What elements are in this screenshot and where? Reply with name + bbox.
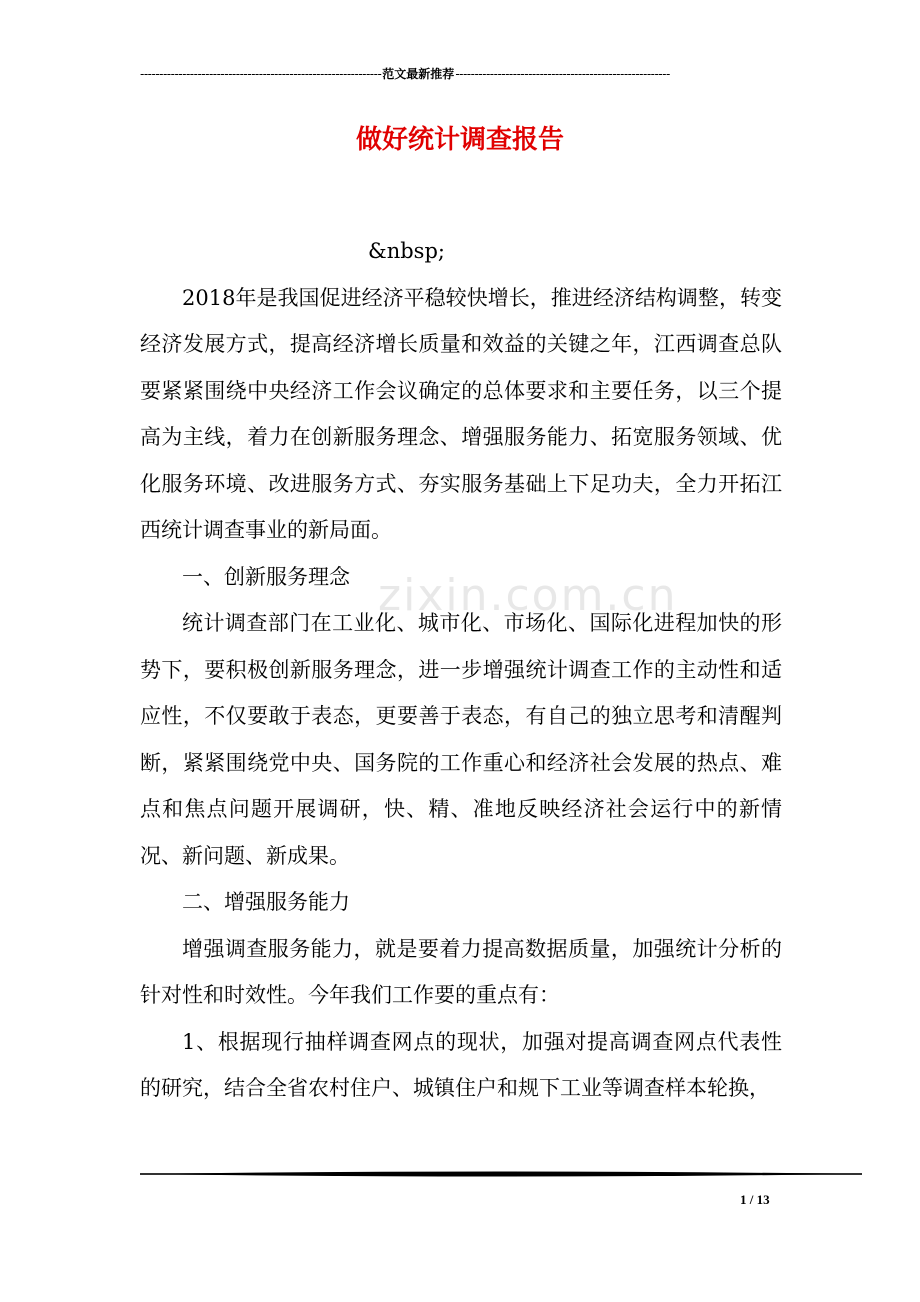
header-label: 范文最新推荐: [382, 67, 455, 81]
watermark: zixin.com.cn: [378, 570, 678, 621]
paragraph: 1、根据现行抽样调查网点的现状，加强对提高调查网点代表性的研究，结合全省农村住户、城镇住户和规下工业等调查样本轮换，: [140, 1029, 782, 1100]
paragraph: 2018年是我国促进经济平稳较快增长，推进经济结构调整，转变经济发展方式，提高经济增长质量和效益的关键之年，江西调查总队要紧紧围绕中央经济工作会议确定的总体要求和主要任务，以三个提高为主线，着力在创新服务理念、增强服务能力、拓宽服务领域、优化服务环境、改进服务方式、夯实服务基础上下足功夫，全力开拓江西统计调查事业的新局面。: [140, 285, 782, 542]
footer-rule: [140, 1168, 862, 1180]
section-heading: 二、增强服务能力: [182, 890, 350, 914]
header-left-dashes: ---------------------------------------------------------------: [140, 67, 382, 81]
paragraph: 增强调查服务能力，就是要着力提高数据质量，加强统计分析的针对性和时效性。今年我们工作要的重点有：: [140, 936, 782, 1007]
document-body: [140, 228, 782, 1112]
header-right-dashes: --------------------------------------------------------: [455, 67, 670, 81]
section-heading: 一、创新服务理念: [182, 564, 350, 589]
page-header: [140, 66, 780, 82]
paragraph: 统计调查部门在工业化、城市化、市场化、国际化进程加快的形势下，要积极创新服务理念，进一步增强统计调查工作的主动性和适应性，不仅要敢于表态，更要善于表态，有自己的独立思考和清醒判断，紧紧围绕党中央、国务院的工作重心和经济社会发展的热点、难点和焦点问题开展调研，快、精、准地反映经济社会运行中的新情况、新问题、新成果。: [140, 611, 782, 868]
document-title: 做好统计调查报告: [355, 125, 564, 155]
page-number: 1 / 13: [740, 1192, 770, 1207]
nbsp-line: &nbsp;: [368, 239, 445, 263]
